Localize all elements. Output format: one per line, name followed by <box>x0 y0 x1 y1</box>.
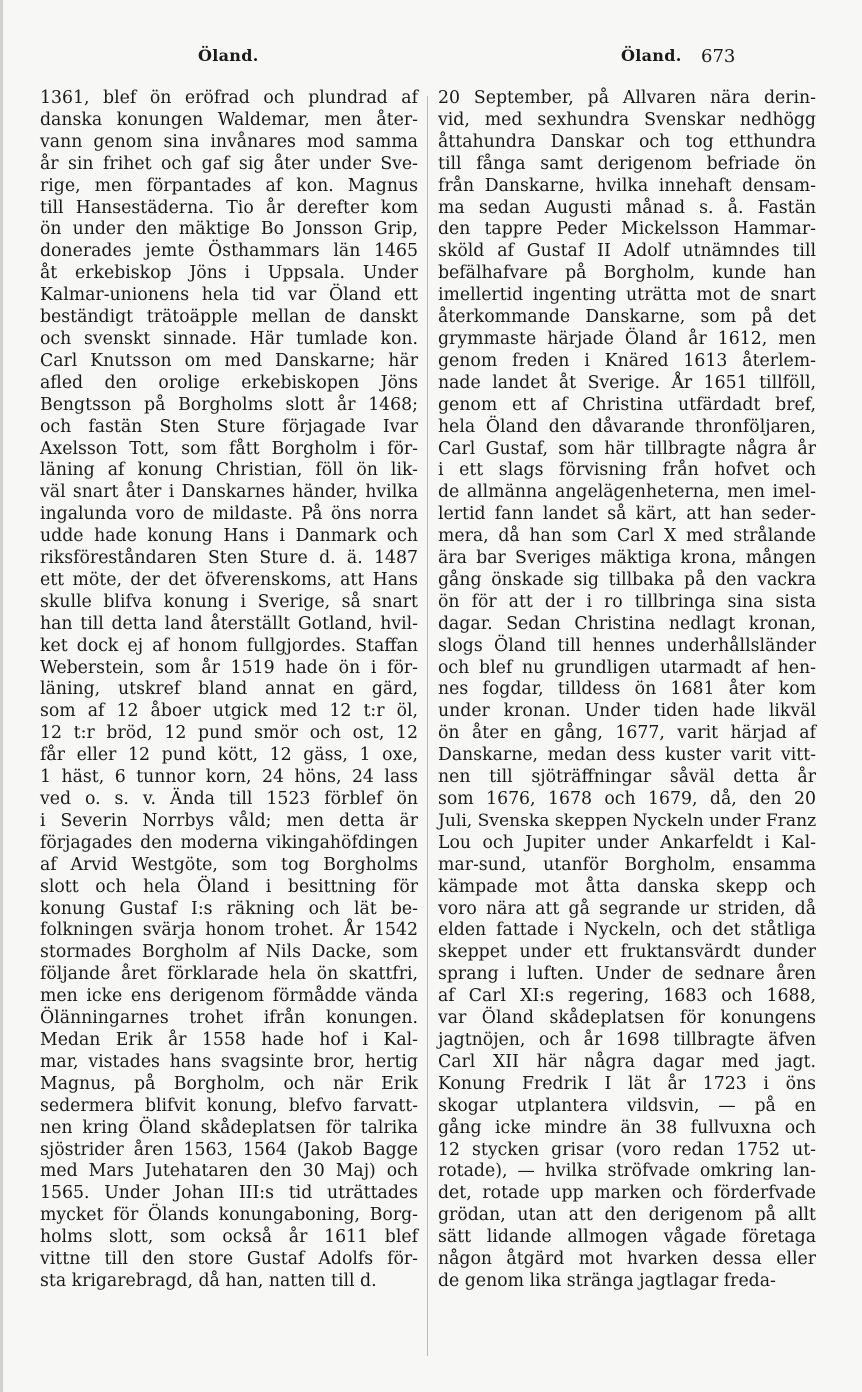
text-line: 12 t:r bröd, 12 pund smör och ost, 12 <box>40 723 418 744</box>
text-line: vittne till den store Gustaf Adolfs för- <box>40 1249 418 1270</box>
column-divider <box>427 96 428 1356</box>
text-line: sta krigarebragd, då han, natten till d. <box>40 1270 377 1291</box>
text-line: det, rotade upp marken och förderfvade <box>438 1183 816 1204</box>
text-line: med Mars Jutehataren den 30 Maj) och <box>40 1161 418 1182</box>
text-line: gång icke mindre än 38 fullvuxna och <box>438 1117 816 1138</box>
text-line: slogs Öland till hennes underhållsländer <box>438 635 816 656</box>
text-line: donerades jemte Östhammars län 1465 <box>40 241 418 262</box>
text-line: som 1676, 1678 och 1679, då, den 20 <box>438 789 816 809</box>
text-line: sprang i luften. Under de sednare åren <box>438 964 816 985</box>
text-line: år sin frihet och gaf sig åter under Sve- <box>40 153 418 174</box>
text-line: ön åter en gång, 1677, varit härjad af <box>438 723 816 744</box>
text-line: rige, men förpantades af kon. Magnus <box>40 175 418 196</box>
text-line: de genom lika stränga jagtlagar freda- <box>438 1270 776 1291</box>
text-line: af Carl XI:s regering, 1683 och 1688, <box>438 986 816 1007</box>
text-line: hela Öland den dåvarande thronföljaren, <box>438 416 816 437</box>
page-edge-shadow <box>0 0 3 1392</box>
text-line: de allmänna angelägenheterna, men imel- <box>438 482 816 503</box>
text-line: under kronan. Under tiden hade likväl <box>438 701 816 722</box>
text-line: åttahundra Danskar och tog etthundra <box>438 131 816 152</box>
text-line: Lou och Jupiter under Ankarfeldt i Kal- <box>438 832 816 853</box>
text-line: nade landet åt Sverige. År 1651 tillföll, <box>438 372 816 393</box>
text-line: Magnus, på Borgholm, och när Erik <box>40 1073 418 1094</box>
text-line: konung Gustaf I:s räkning och lät be- <box>40 898 418 919</box>
text-line: som af 12 åboer utgick med 12 t:r öl, <box>40 701 418 722</box>
text-line: sköld af Gustaf II Adolf utnämndes till <box>438 241 816 262</box>
text-line: grödan, utan att den derigenom på allt <box>438 1205 816 1226</box>
text-line: sedermera blifvit konung, blefvo farvatt- <box>40 1095 418 1116</box>
text-line: läning af konung Christian, föll ön lik- <box>40 460 418 481</box>
text-line: ett möte, der det öfverenskoms, att Hans <box>40 569 418 590</box>
text-line: kämpade mot åtta danska skepp och <box>438 876 816 897</box>
left-column-text <box>40 88 418 1293</box>
text-line: afled den orolige erkebiskopen Jöns <box>40 372 418 393</box>
text-line: ingalunda voro de mildaste. På öns norra <box>40 504 418 525</box>
text-line: mar-sund, utanför Borgholm, ensamma <box>438 854 816 875</box>
text-line: får eller 12 pund kött, 12 gäss, 1 oxe, <box>40 745 418 766</box>
text-line: och fastän Sten Sture förjagade Ivar <box>40 416 418 437</box>
left-running-head: Öland. <box>198 46 259 65</box>
text-line: imellertid ingenting uträtta mot de snart <box>438 285 816 306</box>
text-line: befälhafvare på Borgholm, kunde han <box>438 263 816 284</box>
text-line: återkommande Danskarne, som på det <box>438 307 816 328</box>
text-line: 20 September, på Allvaren nära derin- <box>438 88 816 108</box>
text-line: 12 stycken grisar (voro redan 1752 ut- <box>438 1139 816 1160</box>
text-line: skogar utplantera vildsvin, — på en <box>438 1095 816 1116</box>
text-line: Medan Erik år 1558 hade hof i Kal- <box>40 1029 418 1050</box>
text-line: från Danskarne, hvilka innehaft densam- <box>438 175 816 196</box>
text-line: jagtnöjen, och år 1698 tillbragte äfven <box>438 1029 816 1050</box>
text-line: den tappre Peder Mickelsson Hammar- <box>438 219 816 240</box>
text-line: slott och hela Öland i besittning för <box>40 876 418 897</box>
text-line: var Öland skådeplatsen för konungens <box>438 1008 816 1029</box>
text-line: 1 häst, 6 tunnor korn, 24 höns, 24 lass <box>40 767 418 788</box>
text-line: beständigt trätoäpple mellan de danskt <box>40 307 418 328</box>
text-line: vann genom sina invånares mod samma <box>40 131 418 152</box>
text-line: i Severin Norrbys våld; men detta är <box>40 810 418 831</box>
text-line: nes fogdar, tilldess ön 1681 åter kom <box>438 679 816 700</box>
text-line: 1361, blef ön eröfrad och plundrad af <box>40 88 418 108</box>
text-line: han till detta land återställt Gotland, hvil- <box>40 613 418 634</box>
text-line: ön under den mäktige Bo Jonsson Grip, <box>40 219 418 240</box>
text-line: Carl Gustaf, som här tillbragte några år <box>438 438 816 459</box>
text-line: ma sedan Augusti månad s. å. Fastän <box>438 197 816 218</box>
text-line: skulle blifva konung i Sverige, så snart <box>40 591 418 612</box>
page-number: 673 <box>701 46 736 67</box>
text-line: sjöstrider åren 1563, 1564 (Jakob Bagge <box>40 1139 418 1160</box>
text-line: ket dock ej af honom fullgjordes. Staffan <box>40 635 418 656</box>
text-line: lertid fann landet så kärt, att han seder- <box>438 504 816 525</box>
text-line: riksföreståndaren Sten Sture d. ä. 1487 <box>40 548 418 569</box>
text-line: udde hade konung Hans i Danmark och <box>40 526 418 547</box>
right-column-text <box>438 88 816 1293</box>
text-line: elden fattade i Nyckeln, och det ståtliga <box>438 920 816 941</box>
text-line: och svenskt sinnade. Här tumlade kon. <box>40 328 418 349</box>
text-line: vid, med sexhundra Svenskar nedhögg <box>438 109 816 130</box>
text-line: Carl Knutsson om med Danskarne; här <box>40 350 418 371</box>
text-line: 1565. Under Johan III:s tid uträttades <box>40 1183 418 1204</box>
text-line: nen till sjöträffningar såväl detta år <box>438 767 816 788</box>
text-line: rotade), — hvilka ströfvade omkring lan- <box>438 1161 816 1182</box>
text-line: voro nära att gå segrande ur striden, då <box>438 898 816 919</box>
text-line: Ölänningarnes trohet ifrån konungen. <box>40 1008 418 1029</box>
right-running-head: Öland. <box>621 46 682 65</box>
text-line: förjagades den moderna vikingahöfdingen <box>40 832 418 853</box>
text-line: åt erkebiskop Jöns i Uppsala. Under <box>40 263 418 284</box>
text-line: i ett slags förvisning från hofvet och <box>438 460 816 481</box>
text-line: af Arvid Westgöte, som tog Borgholms <box>40 854 418 875</box>
text-line: genom freden i Knäred 1613 återlem- <box>438 350 816 371</box>
text-line: Danskarne, medan dess kuster varit vitt- <box>438 745 816 766</box>
text-line: men icke ens derigenom förmådde vända <box>40 986 418 1007</box>
text-line: mera, då han som Carl X med strålande <box>438 526 816 547</box>
text-line: folkningen svärja honom trohet. År 1542 <box>40 920 418 941</box>
text-line: mycket för Ölands konungaboning, Borg- <box>40 1205 418 1226</box>
text-line: och blef nu grundligen utarmadt af hen- <box>438 657 816 678</box>
text-line: genom ett af Christina utfärdadt bref, <box>438 394 816 415</box>
text-line: holms slott, som också år 1611 blef <box>40 1227 418 1248</box>
text-line: väl snart åter i Danskarnes händer, hvilka <box>40 482 418 503</box>
text-line: Axelsson Tott, som fått Borgholm i för- <box>40 438 418 459</box>
text-line: sätt lidande allmogen vågade företaga <box>438 1227 816 1248</box>
text-line: någon åtgärd mot hvarken dessa eller <box>438 1249 816 1270</box>
text-line: Bengtsson på Borgholms slott år 1468; <box>40 394 418 415</box>
text-line: grymmaste härjade Öland år 1612, men <box>438 328 816 349</box>
text-line: till Hansestäderna. Tio år derefter kom <box>40 197 418 218</box>
text-line: Kalmar-unionens hela tid var Öland ett <box>40 285 418 306</box>
text-line: stormades Borgholm af Nils Dacke, som <box>40 942 418 963</box>
text-line: följande året förklarade hela ön skattfri, <box>40 964 418 985</box>
text-line: Juli, Svenska skeppen Nyckeln under Franz <box>438 810 817 831</box>
text-line: ön för att der i ro tillbringa sina sista <box>438 591 816 612</box>
text-line: ved o. s. v. Ända till 1523 förblef ön <box>40 789 418 809</box>
text-line: Weberstein, som år 1519 hade ön i för- <box>40 657 418 678</box>
text-line: ära bar Sveriges mäktiga krona, mången <box>438 548 816 569</box>
text-line: nen kring Öland skådeplatsen för talrika <box>40 1117 418 1138</box>
text-line: mar, vistades hans svagsinte bror, hertig <box>40 1051 418 1072</box>
text-line: gång önskade sig tillbaka på den vackra <box>438 569 816 590</box>
text-line: Carl XII här några dagar med jagt. <box>438 1051 816 1072</box>
text-line: dagar. Sedan Christina nedlagt kronan, <box>438 613 816 634</box>
text-line: till fånga samt derigenom befriade ön <box>438 153 816 174</box>
text-line: läning, utskref bland annat en gärd, <box>40 679 418 700</box>
text-line: Konung Fredrik I lät år 1723 i öns <box>438 1073 816 1094</box>
text-line: danska konungen Waldemar, men åter- <box>40 109 418 130</box>
text-line: skeppet under ett fruktansvärdt dunder <box>438 942 816 963</box>
